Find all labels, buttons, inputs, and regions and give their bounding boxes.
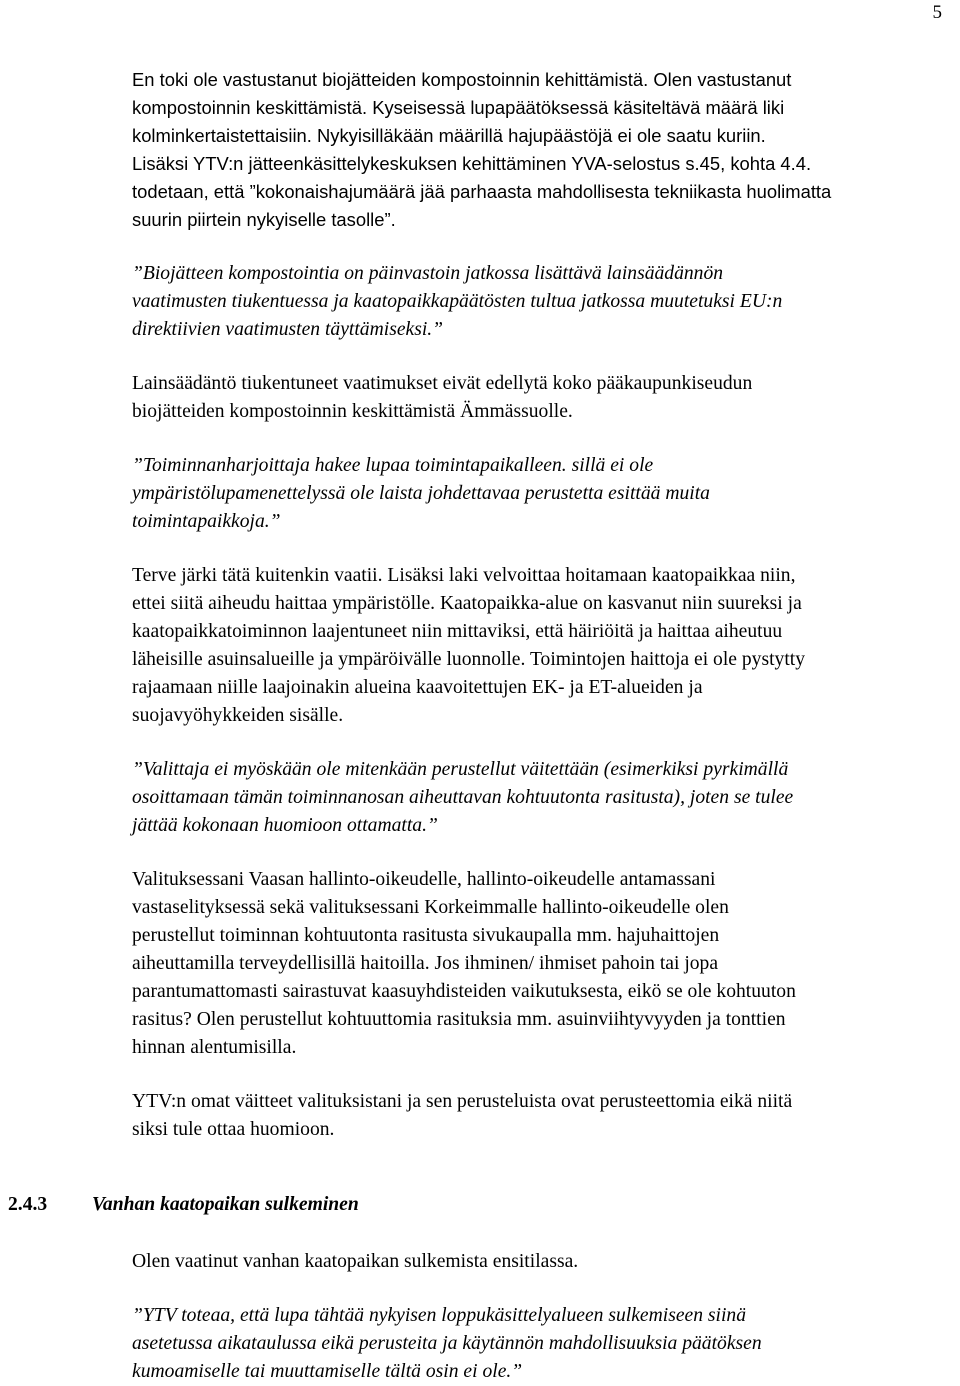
paragraph-gap xyxy=(132,536,942,562)
text-line: parantumattomasti sairastuvat kaasuyhdisteiden vaikutuksesta, eikö se ole kohtuuton xyxy=(132,981,796,1002)
text-line: kompostoinnin keskittämistä. Kyseisessä lupapäätöksessä käsiteltävä määrä liki xyxy=(132,97,785,118)
paragraph-gap xyxy=(132,730,942,756)
text-line: ”Toiminnanharjoittaja hakee lupaa toimintapaikalleen. sillä ei ole xyxy=(132,455,654,476)
text-line: ”Valittaja ei myöskään ole mitenkään perustellut väitettään (esimerkiksi pyrkimällä xyxy=(132,759,789,780)
paragraph xyxy=(132,1088,942,1144)
text-line: YTV:n omat väitteet valituksistani ja sen perusteluista ovat perusteettomia eikä niitä xyxy=(132,1091,793,1112)
text-line: ettei siitä aiheudu haittaa ympäristölle. Kaatopaikka-alue on kasvanut niin suureksi ja xyxy=(132,593,802,614)
text-line: kumoamiselle tai muuttamiselle tältä osin ei ole.” xyxy=(132,1361,523,1382)
quoted-paragraph xyxy=(132,452,942,536)
paragraph xyxy=(132,66,942,234)
text-line: perustellut toiminnan kohtuutonta rasitusta sivukaupalla mm. hajuhaittojen xyxy=(132,925,720,946)
paragraph-gap xyxy=(132,1276,942,1302)
text-line: osoittamaan tämän toiminnanosan aiheuttavan kohtuutonta rasitusta), joten se tulee xyxy=(132,787,794,808)
quoted-paragraph xyxy=(132,260,942,344)
text-line: läheisille asuinsalueille ja ympäröivälle luonnolle. Toimintojen haittoja ei ole pystytty xyxy=(132,649,806,670)
text-line: biojätteiden kompostoinnin keskittämistä Ämmässuolle. xyxy=(132,401,573,422)
paragraph xyxy=(132,866,942,1062)
text-line: Valituksessani Vaasan hallinto-oikeudelle, hallinto-oikeudelle antamassani xyxy=(132,869,716,890)
paragraph-gap xyxy=(132,344,942,370)
text-line: ”YTV toteaa, että lupa tähtää nykyisen loppukäsittelyalueen sulkemiseen siinä xyxy=(132,1305,747,1326)
text-line: kaatopaikkatoiminnon laajentuneet niin mittaviksi, että häiriöitä ja haittaa aiheutuu xyxy=(132,621,783,642)
paragraph-gap xyxy=(132,426,942,452)
page-number: 5 xyxy=(932,2,942,23)
section-title: Vanhan kaatopaikan sulkeminen xyxy=(92,1194,359,1215)
section-number: 2.4.3 xyxy=(8,1194,48,1215)
text-line: vaatimusten tiukentuessa ja kaatopaikkapäätösten tultua jatkossa muutetuksi EU:n xyxy=(132,291,783,312)
text-line: siksi tule ottaa huomioon. xyxy=(132,1119,335,1140)
text-line: rasitus? Olen perustellut kohtuuttomia rasituksia mm. asuinviihtyvyyden ja tonttien xyxy=(132,1009,786,1030)
paragraph-gap xyxy=(132,1062,942,1088)
text-line: vastaselityksessä sekä valituksessani Korkeimmalle hallinto-oikeudelle olen xyxy=(132,897,729,918)
text-line: kolminkertaistettaisiin. Nykyisilläkään määrillä hajupäästöjä ei ole saatu kuriin. xyxy=(132,125,766,146)
text-line: Lainsäädäntö tiukentuneet vaatimukset eivät edellytä koko pääkaupunkiseudun xyxy=(132,373,753,394)
text-line: hinnan alentumisilla. xyxy=(132,1037,297,1058)
quoted-paragraph xyxy=(132,756,942,840)
paragraph-gap xyxy=(132,234,942,260)
text-line: Olen vaatinut vanhan kaatopaikan sulkemista ensitilassa. xyxy=(132,1251,579,1272)
paragraph xyxy=(132,1248,942,1276)
text-line: Terve järki tätä kuitenkin vaatii. Lisäksi laki velvoittaa hoitamaan kaatopaikkaa niin, xyxy=(132,565,796,586)
text-line: suojavyöhykkeiden sisälle. xyxy=(132,705,344,726)
text-line: jättää kokonaan huomioon ottamatta.” xyxy=(132,815,438,836)
quoted-paragraph xyxy=(132,1302,942,1386)
text-line: toimintapaikkoja.” xyxy=(132,511,281,532)
paragraph-gap xyxy=(132,840,942,866)
text-line: aiheuttamilla terveydellisillä haitoilla. Jos ihminen/ ihmiset pahoin tai jopa xyxy=(132,953,719,974)
paragraph xyxy=(132,562,942,730)
paragraph xyxy=(132,370,942,426)
section-body xyxy=(132,1248,942,1386)
text-line: En toki ole vastustanut biojätteiden kompostoinnin kehittämistä. Olen vastustanut xyxy=(132,69,792,90)
text-line: suurin piirtein nykyiselle tasolle”. xyxy=(132,209,396,230)
text-line: todetaan, että ”kokonaishajumäärä jää parhaasta mahdollisesta tekniikasta huolimatta xyxy=(132,181,832,202)
text-line: ”Biojätteen kompostointia on päinvastoin jatkossa lisättävä lainsäädännön xyxy=(132,263,724,284)
text-line: direktiivien vaatimusten täyttämiseksi.” xyxy=(132,319,444,340)
text-line: rajaamaan niille laajoinakin alueina kaavoitettujen EK- ja ET-alueiden ja xyxy=(132,677,703,698)
text-line: ympäristölupamenettelyssä ole laista johdettavaa perustetta esittää muita xyxy=(132,483,710,504)
text-line: asetetussa aikataulussa eikä perusteita ja käytännön mahdollisuuksia päätöksen xyxy=(132,1333,762,1354)
document-body xyxy=(132,66,942,1144)
text-line: Lisäksi YTV:n jätteenkäsittelykeskuksen kehittäminen YVA-selostus s.45, kohta 4.4. xyxy=(132,153,812,174)
